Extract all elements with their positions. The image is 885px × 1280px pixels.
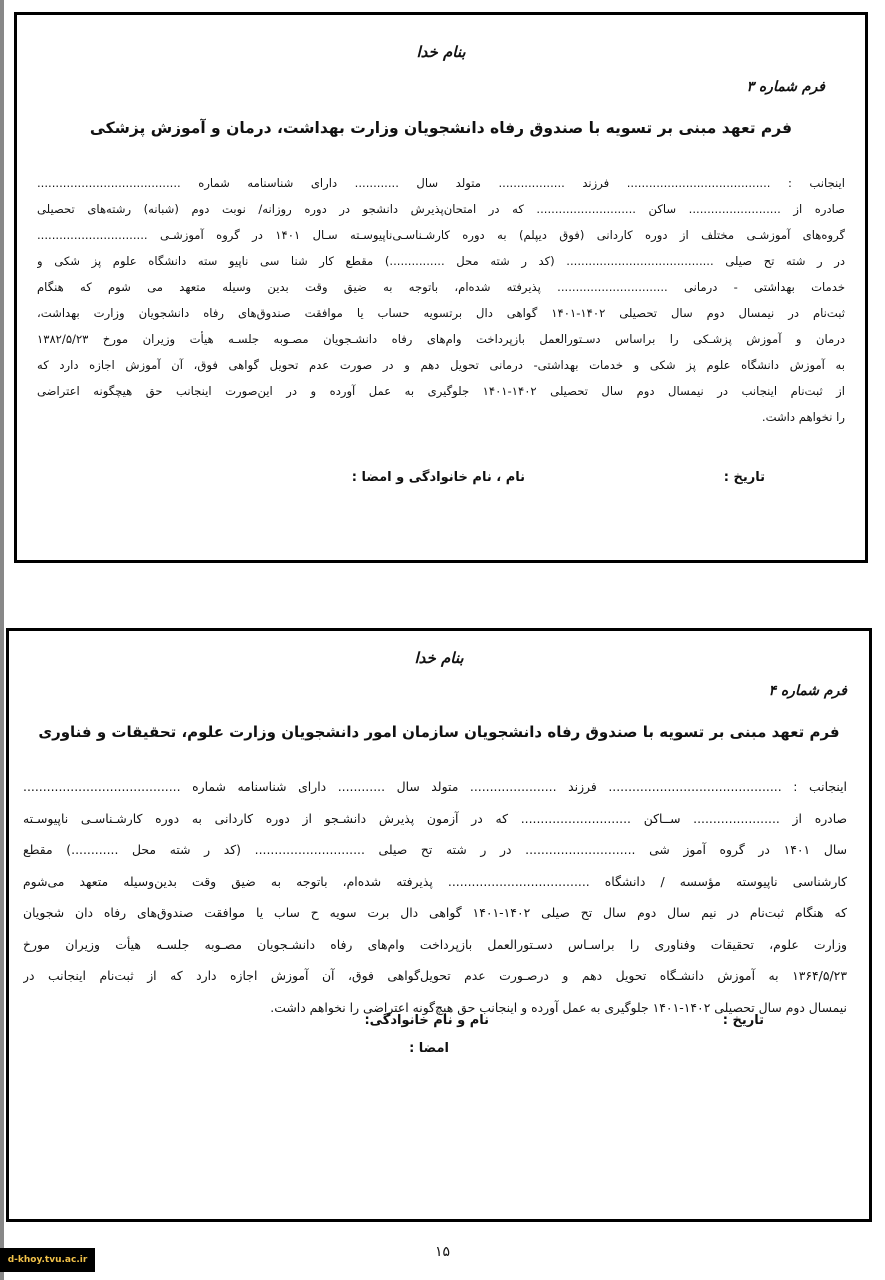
body-line: درمان و آموزش پزشـکی را براساس دسـتورالعمل بازپرداخت وام‌های رفاه دانشـجویان مصـوبه جلسـه هیأت وزیران مورخ ۱۳۸۲/۵/۲۳ [37, 332, 845, 346]
date-label: تاریخ : [722, 1013, 764, 1028]
form-4-box [6, 628, 872, 1222]
body-line: اینجانب : ....................................... فرزند .................. متولد سال ............ دارای شناسنامه شماره ....................................... [37, 176, 845, 190]
body-line: صادره از ...................... ســاکن ............................ که در آزمون پذیرش دانشـجو از دوره کاردانی به دوره کارشـناسـی ناپیوسـته [23, 810, 847, 826]
page-number: ۱۵ [434, 1244, 451, 1260]
form-3-box [14, 12, 868, 563]
body-line: نیمسال دوم سال تحصیلی ۱۴۰۲-۱۴۰۱ جلوگیری به عمل آورده و اینجانب حق هیچ‌گونه اعتراضی را نخواهم داشت. [270, 999, 847, 1015]
body-line: ۱۳۶۴/۵/۲۳ به آموزش دانشـگاه تحویل دهم و درصـورت عدم تحویل‌گواهی فوق، آن آموزش اجازه دارد که از ثبت‌نام اینجانب در [23, 968, 847, 983]
basmala-heading: بنام خدا [414, 649, 464, 667]
body-line: در ر شته تح صیلی ........................................ (کد ر شته محل ...............) مقطع کار شنا سی ناپیو سته دانشگاه علوم پز شکی و [37, 254, 845, 268]
body-line: از ثبت‌نام اینجانب در نیمسال دوم سال تحصیلی ۱۴۰۲-۱۴۰۱ جلوگیری به عمل آورده و در این‌صورت اینجانب حق هیچگونه اعتراضی [37, 384, 845, 398]
form-body [37, 170, 845, 430]
name-label: نام و نام خانوادگی: [364, 1013, 489, 1028]
body-line: صادره از ......................... ساکن ........................... که در امتحان‌پذیرش دانشجو در دوره روزانه/ نوبت دوم (شبانه) رشته‌های تحصیلی [37, 202, 845, 216]
form-title: فرم تعهد مبنی بر تسویه با صندوق رفاه دانشجویان وزارت بهداشت، درمان و آموزش پزشکی [89, 119, 793, 137]
body-line: کارشناسی ناپیوسته مؤسسه / دانشگاه .................................... پذیرفته شده‌ام، باتوجه به ضیق وقت بدین‌وسیله متعهد می‌شوم [23, 873, 847, 889]
form-body [23, 771, 847, 1023]
body-line: وزارت علوم، تحقیقات وفناوری را براسـاس دسـتورالعمل بازپرداخت وام‌های رفاه دانشـجویان مصـوبه جلسـه هیأت وزیران مورخ [23, 936, 847, 952]
form-number: فرم شماره ۳ [746, 79, 825, 95]
form-number: فرم شماره ۴ [768, 683, 847, 699]
body-line: که هنگام ثبت‌نام در نیم سال دوم سال تح صیلی ۱۴۰۲-۱۴۰۱ گواهی دال برت سویه ح ساب یا موافقت صندوق‌های رفاه دان شجویان [23, 905, 847, 920]
body-line: گروه‌های آموزشـی مختلف از دوره کاردانی (فوق دیپلم) به دوره کارشـناسـی‌ناپیوسـته سـال ۱۴۰۱ در گروه آموزشـی .............................. [37, 228, 845, 242]
signature-label: امضا : [409, 1041, 449, 1056]
date-label: تاریخ : [723, 470, 765, 485]
body-line: خدمات بهداشتی - درمانی .............................. پذیرفته شده‌ام، باتوجه به ضیق وقت بدین وسیله متعهد می شوم که هنگام [37, 280, 845, 294]
site-watermark[interactable]: d-khoy.tvu.ac.ir [0, 1248, 95, 1272]
body-line: به آموزش دانشگاه علوم پز شکی و خدمات بهداشتی- درمانی تحویل دهم و در صورت عدم تحویل گواهی فوق، آن آموزش اجازه دارد که [37, 358, 845, 372]
body-line: اینجانب : ............................................ فرزند ...................... متولد سال ............ دارای شناسنامه شماره ........................................ [23, 779, 847, 794]
body-line: ثبت‌نام در نیمسال دوم سال تحصیلی ۱۴۰۲-۱۴۰۱ گواهی دال برتسویه حساب یا موافقت صندوق‌های رفاه دانشجویان وزارت بهداشت، [37, 306, 845, 320]
form-title: فرم تعهد مبنی بر تسویه با صندوق رفاه دانشجویان سازمان امور دانشجویان وزارت علوم، تحقیقات و فناوری [38, 723, 840, 741]
basmala-heading: بنام خدا [416, 43, 466, 61]
body-line: را نخواهم داشت. [761, 410, 845, 424]
signature-label: نام ، نام خانوادگی و امضا : [351, 470, 525, 485]
body-line: سال ۱۴۰۱ در گروه آموز شی ............................ در ر شته تح صیلی ............................ (کد ر شته محل ............) مقطع [23, 842, 847, 857]
page-left-edge [0, 0, 4, 1280]
